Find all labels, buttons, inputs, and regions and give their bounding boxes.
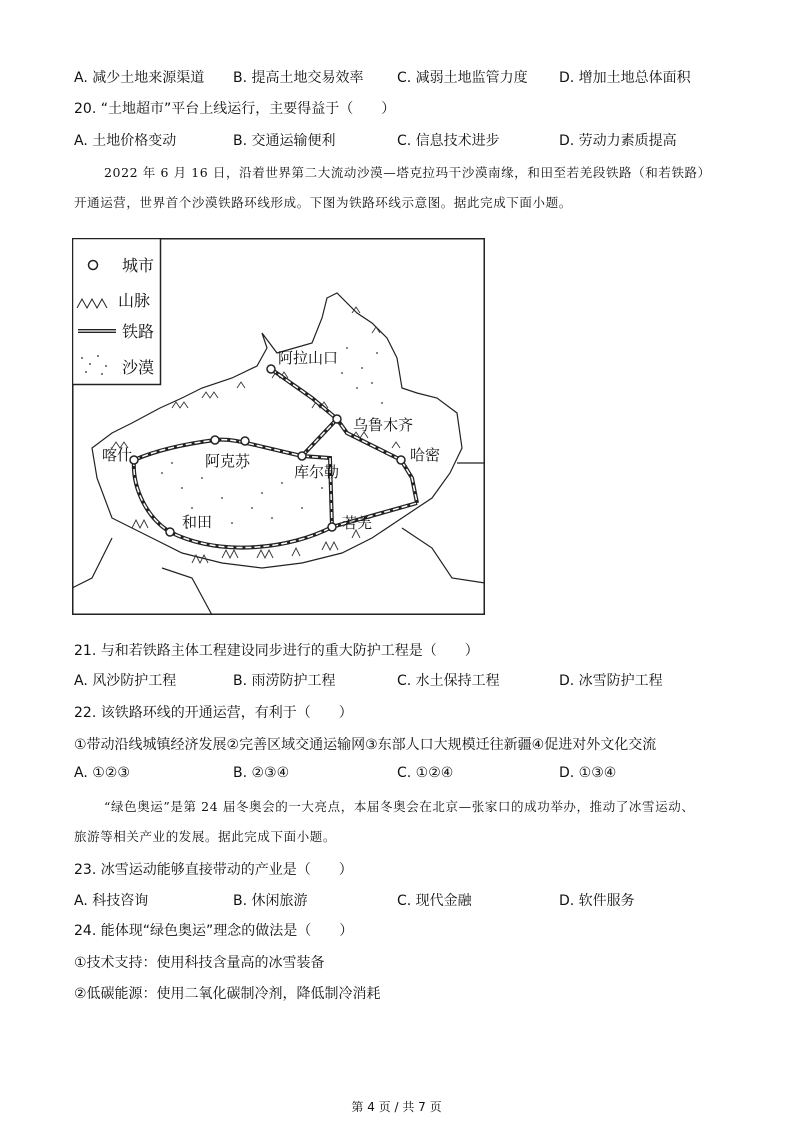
city-label-aksu: 阿克苏 (205, 452, 251, 470)
q22-stem: 22. 该铁路环线的开通运营，有利于（ ） (74, 705, 353, 721)
legend-mountain-label: 山脉 (118, 291, 151, 310)
q19-option-c: C. 减弱土地监管力度 (397, 70, 528, 86)
q24-stem: 24. 能体现“绿色奥运”理念的做法是（ ） (74, 923, 354, 939)
q19-option-a: A. 减少土地来源渠道 (74, 70, 205, 86)
legend-city-label: 城市 (122, 256, 155, 275)
q22-option-d: D. ①③④ (559, 765, 617, 781)
q19-option-d: D. 增加土地总体面积 (559, 70, 691, 86)
q24-item-2: ②低碳能源：使用二氧化碳制冷剂，降低制冷消耗 (74, 986, 381, 1002)
city-label-korla: 库尔勒 (294, 463, 340, 481)
city-label-kashgar: 喀什 (102, 446, 133, 464)
q19-option-b: B. 提高土地交易效率 (233, 70, 364, 86)
q23-option-c: C. 现代金融 (397, 893, 472, 909)
q22-option-b: B. ②③④ (233, 765, 290, 781)
q21-stem: 21. 与和若铁路主体工程建设同步进行的重大防护工程是（ ） (74, 643, 479, 659)
intro-paragraph-1-cont: 开通运营，世界首个沙漠铁路环线形成。下图为铁路环线示意图。据此完成下面小题。 (74, 195, 572, 210)
q21-option-d: D. 冰雪防护工程 (559, 673, 663, 689)
q22-option-a: A. ①②③ (74, 765, 130, 781)
city-label-hami: 哈密 (410, 446, 441, 464)
city-label-hotan: 和田 (182, 513, 213, 531)
q23-option-a: A. 科技咨询 (74, 893, 149, 909)
q24-item-1: ①技术支持：使用科技含量高的冰雪装备 (74, 955, 325, 971)
q23-option-d: D. 软件服务 (559, 893, 635, 909)
page-footer: 第 4 页 / 共 7 页 (351, 1100, 442, 1114)
legend-city-icon (89, 261, 98, 270)
city-label-alashankou: 阿拉山口 (278, 349, 339, 367)
q20-stem: 20. “土地超市”平台上线运行，主要得益于（ ） (74, 101, 396, 117)
q20-option-b: B. 交通运输便利 (233, 133, 336, 149)
q20-option-d: D. 劳动力素质提高 (559, 133, 677, 149)
intro-paragraph-2-cont: 旅游等相关产业的发展。据此完成下面小题。 (74, 829, 337, 844)
q21-option-c: C. 水土保持工程 (397, 673, 500, 689)
intro-paragraph-1: 2022 年 6 月 16 日，沿着世界第二大流动沙漠—塔克拉玛干沙漠南缘，和田至若羌段铁路（和若铁路） (104, 165, 711, 180)
legend-desert-label: 沙漠 (122, 358, 155, 377)
railway-loop-map (72, 238, 485, 615)
q21-option-a: A. 风沙防护工程 (74, 673, 177, 689)
map-legend (73, 239, 161, 385)
q23-stem: 23. 冰雪运动能够直接带动的产业是（ ） (74, 862, 353, 878)
q20-option-a: A. 土地价格变动 (74, 133, 177, 149)
q22-items: ①带动沿线城镇经济发展②完善区域交通运输网③东部人口大规模迁往新疆④促进对外文化交流 (74, 737, 657, 753)
intro-paragraph-2: “绿色奥运”是第 24 届冬奥会的一大亮点，本届冬奥会在北京—张家口的成功举办，推动了冰雪运动、 (104, 799, 695, 814)
q22-option-c: C. ①②④ (397, 765, 454, 781)
q23-option-b: B. 休闲旅游 (233, 893, 308, 909)
legend-railway-label: 铁路 (122, 322, 155, 341)
city-label-ruoqiang: 若羌 (342, 514, 373, 532)
city-label-urumqi: 乌鲁木齐 (353, 416, 414, 434)
q20-option-c: C. 信息技术进步 (397, 133, 500, 149)
q21-option-b: B. 雨涝防护工程 (233, 673, 336, 689)
